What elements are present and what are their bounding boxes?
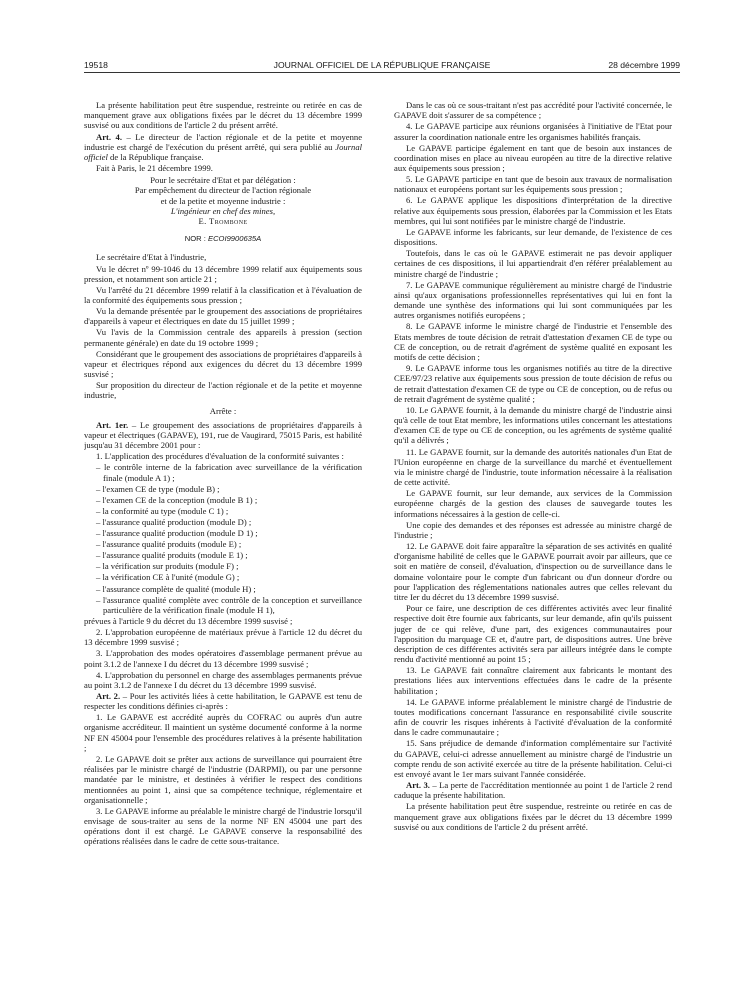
module-item: – l'examen CE de type (module B) ; [96,483,220,494]
module-item: – l'assurance qualité production (module D) ; [96,516,252,527]
condition-paragraph: Pour ce faire, une description de ces différentes activités avec leur finalité respective doit être fournie aux fabricants, sur leur demande, afin qu'ils puissent juger de ce qui relève, d'une part, des exigences communautaires pour l'apposition du marquage CE et, d'autre part, de dispositions autres. Une brève description de ces différentes activités sera par ailleurs intégrée dans le compte rendu d'activité mentionné au point 15 ; [394,603,672,665]
article-3: Art. 3. – La perte de l'accréditation mentionnée au point 1 de l'article 2 rend caduque la présente habilitation. [394,780,672,801]
module-list [84,462,362,615]
signature-block: Pour le secrétaire d'Etat et par délégation : Par empêchement du directeur de l'action régionale et de la petite et moyenne industrie : L'ingénieur en chef des mines, E. Trombone [84,175,362,226]
condition-continued: Dans le cas où ce sous-traitant n'est pas accrédité pour l'activité concernée, le GAPAVE doit s'assurer de sa compétence ; [394,100,672,121]
condition-item: 2. Le GAPAVE doit se prêter aux actions de surveillance qui pourraient être réalisées par le ministre chargé de l'industrie (DARPMI), ou par une personne mandatée par le ministre, et destinées à vérifier le respect des conditions mentionnées au point 1, ainsi que sa compétence technique, réglementaire et organisationnelle ; [84,753,362,805]
issue-date: 28 décembre 1999 [608,60,680,70]
left-column [84,100,362,935]
intro-paragraph: La présente habilitation peut être suspendue, restreinte ou retirée en cas de manquement grave aux obligations fixées par le décret du 13 décembre 1999 susvisé ou aux conditions de l'article 2 du présent arrêté. [84,100,362,131]
module-item: – l'assurance qualité produits (module E 1) ; [96,550,248,561]
condition-item: 10. Le GAPAVE fournit, à la demande du ministre chargé de l'industrie ainsi qu'à celle de tout Etat membre, les informations utiles concernant les attestations d'examen CE de type ou CE de conception, ou les agréments de système qualité qu'il a délivrés ; [394,404,672,446]
condition-item: 1. Le GAPAVE est accrédité auprès du COFRAC ou auprès d'un autre organisme accréditeur. Il maintient un système documenté conforme à la norme NF EN 45004 pour l'ensemble des procédures relatives à la présente habilitation ; [84,712,362,753]
list-item: 1. L'application des procédures d'évaluation de la conformité suivantes : [96,451,344,462]
module-item: – la conformité au type (module C 1) ; [96,505,229,516]
module-item: – l'assurance qualité production (module D 1) ; [96,528,258,539]
article-label: Art. 2. [96,690,121,701]
preamble-vu: Vu l'avis de la Commission centrale des appareils à pression (section permanente générale) en date du 19 octobre 1999 ; [84,327,362,348]
done-at: Fait à Paris, le 21 décembre 1999. [96,163,213,173]
condition-item: 7. Le GAPAVE communique régulièrement au ministre chargé de l'industrie ainsi qu'aux organisations professionnelles représentatives qui lui en font la demande une synthèse des informations qui lui sont communiquées par les autres organismes notifiés européens ; [394,279,672,321]
module-item: – l'assurance qualité produits (module E) ; [96,539,242,550]
article-label: Art. 3. [406,780,430,791]
article-label: Art. 1er. [96,419,129,430]
preamble-vu: Vu la demande présentée par le groupement des associations de propriétaires d'appareils à vapeur et électriques en date du 15 juillet 1999 ; [84,306,362,327]
preamble-minister: Le secrétaire d'Etat à l'industrie, [96,252,207,263]
condition-item: 12. Le GAPAVE doit faire apparaître la séparation de ses activités en qualité d'organisme habilité de celles que le GAPAVE pourrait avoir par ailleurs, que ce soit en matière de conseil, d'évaluation, d'inspection ou de surveillance dans le domaine volontaire pour le compte d'un fabricant ou d'un donneur d'ordre ou pour l'application des réglementations nationales autres que celles relevant du titre Ier du décret du 13 décembre 1999 susvisé. [394,541,672,603]
module-item: – l'assurance complète de qualité (module H) ; [96,583,256,594]
condition-item: 4. Le GAPAVE participe aux réunions organisées à l'initiative de l'Etat pour assurer la coordination nationale entre les organismes habilités français. [394,121,672,142]
page-number: 19518 [84,60,108,70]
condition-item: 6. Le GAPAVE applique les dispositions d'interprétation de la directive relative aux équipements sous pression, élaborées par la Commission et les Etats membres, qui lui sont notifiées par le ministre chargé de l'industrie. [394,195,672,226]
condition-item: 11. Le GAPAVE fournit, sur la demande des autorités nationales d'un Etat de l'Union européenne en charge de la surveillance du marché et éventuellement via le ministre chargé de l'industrie, toute information nécessaire à la réalisation de cette activité. [394,446,672,488]
condition-item: 3. Le GAPAVE informe au préalable le ministre chargé de l'industrie lorsqu'il envisage de sous-traiter au sens de la norme NF EN 45004 une part des opérations dont il est chargé. Le GAPAVE conserve la responsabilité des opérations réalisées dans le cadre de cette sous-traitance. [84,805,362,847]
header-rule [84,72,680,73]
list-item: 3. L'approbation des modes opératoires d'assemblage permanent prévue au point 3.1.2 de l'annexe I du décret du 13 décembre 1999 susvisé ; [84,648,362,669]
modules-tail: prévues à l'article 9 du décret du 13 décembre 1999 susvisé ; [84,615,293,626]
nor-reference: NOR : ECOI9900635A [184,234,262,244]
preamble-vu: Vu le décret nº 99-1046 du 13 décembre 1999 relatif aux équipements sous pression, et notamment son article 21 ; [84,263,362,284]
journal-officiel-ref: Journal officiel [84,141,362,162]
module-item: – l'assurance qualité complète avec contrôle de la conception et surveillance particulière de la vérification finale (module H 1), [96,594,362,615]
condition-paragraph: Toutefois, dans le cas où le GAPAVE estimerait ne pas devoir appliquer certaines de ces dispositions, il lui appartiendrait d'en référer préalablement au ministre chargé de l'industrie ; [394,248,672,279]
condition-paragraph: Le GAPAVE informe les fabricants, sur leur demande, de l'existence de ces dispositions. [394,226,672,248]
article-label: Art. 4. [96,131,122,142]
journal-title: JOURNAL OFFICIEL DE LA RÉPUBLIQUE FRANÇAISE [273,60,491,70]
condition-item: 14. Le GAPAVE informe préalablement le ministre chargé de l'industrie de toutes modifications concernant l'assurance en responsabilité civile souscrite afin de couvrir les risques inhérents à l'activité d'évaluation de la conformité dans le cadre communautaire ; [394,696,672,738]
condition-item: 5. Le GAPAVE participe en tant que de besoin aux travaux de normalisation nationaux et européens portant sur les équipements sous pression ; [394,174,672,195]
module-item: – la vérification sur produits (module F) ; [96,561,239,572]
list-item: 4. L'approbation du personnel en charge des assemblages permanents prévue au point 3.1.2 de l'annexe I du décret du 13 décembre 1999 susvisé. [84,669,362,690]
preamble-considering: Considérant que le groupement des associations de propriétaires d'appareils à vapeur et électriques répond aux exigences du décret du 13 décembre 1999 susvisé ; [84,348,362,380]
list-item: 2. L'approbation européenne de matériaux prévue à l'article 12 du décret du 13 décembre 1999 susvisé ; [84,627,362,648]
condition-item: 13. Le GAPAVE fait connaître clairement aux fabricants le montant des prestations liées aux interventions effectuées dans le cadre de la présente habilitation ; [394,665,672,696]
condition-paragraph: Une copie des demandes et des réponses est adressée au ministre chargé de l'industrie ; [394,519,672,540]
module-item: – la vérification CE à l'unité (module G) ; [96,572,240,583]
module-item: – l'examen CE de la conception (module B 1) ; [96,494,258,505]
article-1: Art. 1er. – Le groupement des associations de propriétaires d'appareils à vapeur et électriques (GAPAVE), 191, rue de Vaugirard, 75015 Paris, est habilité jusqu'au 31 décembre 2001 pour : [84,419,362,451]
module-item: – le contrôle interne de la fabrication avec surveillance de la vérification finale (module A 1) ; [96,462,362,483]
article-4: Art. 4. – Le directeur de l'action régionale et de la petite et moyenne industrie est chargé de l'exécution du présent arrêté, qui sera publié au Journal officiel de la République française. [84,131,362,162]
condition-item: 9. Le GAPAVE informe tous les organismes notifiés au titre de la directive CEE/97/23 relative aux équipements sous pression de toute décision de refus ou de retrait d'attestation d'examen CE de type ou CE de conception, ou de refus ou de retrait d'agrément de système qualité ; [394,363,672,404]
decree-heading: Arrête : [209,405,237,416]
closing-paragraph: La présente habilitation peut être suspendue, restreinte ou retirée en cas de manquement grave aux obligations fixées par le décret du 13 décembre 1999 susvisé ou aux conditions de l'article 2 du présent arrêté. [394,801,672,832]
article-2: Art. 2. – Pour les activités liées à cette habilitation, le GAPAVE est tenu de respecter les conditions définies ci-après : [84,690,362,712]
signatory-name: E. Trombone [198,216,248,227]
preamble-proposal: Sur proposition du directeur de l'action régionale et de la petite et moyenne industrie, [84,380,362,401]
condition-item: 8. Le GAPAVE informe le ministre chargé de l'industrie et l'ensemble des Etats membres de toute décision de retrait d'attestation d'examen CE de type ou CE de conception, ou de retrait d'agrément de système qualité en exposant les motifs de cette décision ; [394,321,672,362]
right-column [394,100,672,935]
condition-paragraph: Le GAPAVE participe également en tant que de besoin aux instances de coordination mises en place au niveau européen au titre de la directive relative aux équipements sous pression ; [394,142,672,173]
preamble-vu: Vu l'arrêté du 21 décembre 1999 relatif à la classification et à l'évaluation de la conformité des équipements sous pression ; [84,284,362,306]
condition-item: 15. Sans préjudice de demande d'information complémentaire sur l'activité du GAPAVE, celui-ci adresse annuellement au ministre chargé de l'industrie un compte rendu de son activité exercée au titre de la présente habilitation. Celui-ci est envoyé avant le 1er mars suivant l'année considérée. [394,738,672,780]
condition-paragraph: Le GAPAVE fournit, sur leur demande, aux services de la Commission européenne chargés de la gestion des clauses de sauvegarde toutes les informations nécessaires à la gestion de celle-ci. [394,488,672,519]
